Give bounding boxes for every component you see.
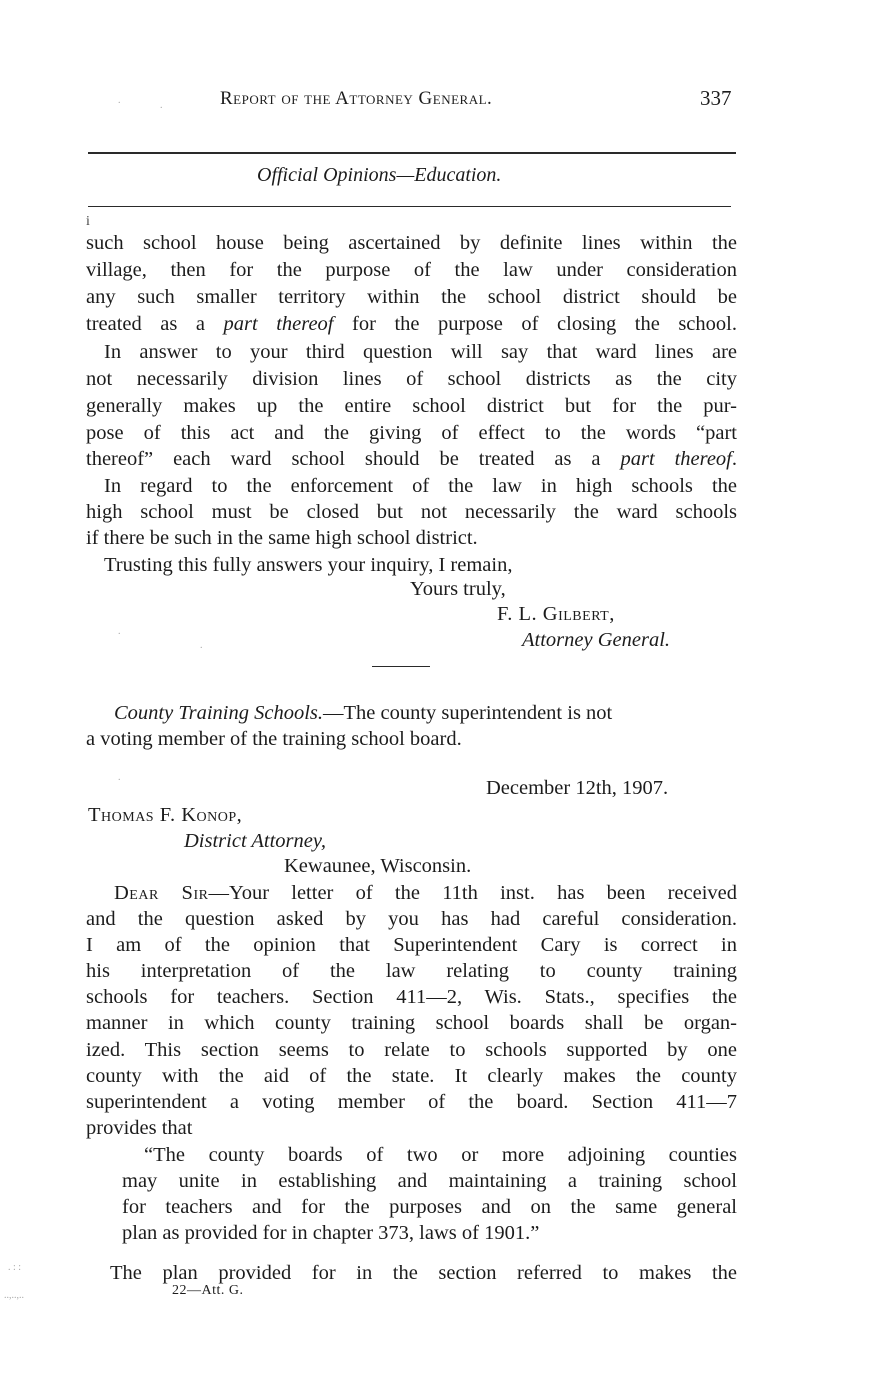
header-rule-bottom: [88, 206, 731, 207]
scan-speck: .: [160, 100, 163, 111]
scan-speck: .: [118, 626, 121, 637]
text-line: manner in which county training school boards shall be organ-: [86, 1012, 737, 1034]
section-heading: Official Opinions—Education.: [257, 164, 502, 186]
scan-speck: .: [118, 95, 121, 106]
text-line: provides that: [86, 1117, 193, 1139]
text-line: such school house being ascertained by definite lines within the: [86, 232, 737, 254]
text-line: Dear Sir—Your letter of the 11th inst. has been received: [114, 882, 737, 904]
text-line: Trusting this fully answers your inquiry, I remain,: [104, 554, 513, 576]
signer-name: F. L. Gilbert,: [497, 603, 615, 625]
addressee-title: District Attorney,: [184, 830, 326, 852]
text-line: treated as a part thereof for the purpose of closing the school.: [86, 313, 737, 335]
text-line: not necessarily division lines of school districts as the city: [86, 368, 737, 390]
text-line: In regard to the enforcement of the law in high schools the: [104, 475, 737, 497]
page-number: 337: [700, 86, 732, 110]
section-divider: [372, 666, 430, 667]
headnote-line: County Training Schools.—The county superintendent is not: [114, 702, 613, 724]
quote-line: plan as provided for in chapter 373, laws of 1901.”: [122, 1222, 540, 1244]
signature-mark: 22—Att. G.: [172, 1283, 244, 1298]
text-line: high school must be closed but not necessarily the ward schools: [86, 501, 737, 523]
headnote-title: County Training Schools.: [114, 702, 324, 724]
letter-date: December 12th, 1907.: [486, 777, 669, 799]
quote-line: for teachers and for the purposes and on the same general: [122, 1196, 737, 1218]
salutation: Dear Sir: [114, 882, 209, 904]
margin-mark: i: [86, 214, 90, 229]
closing: Yours truly,: [410, 578, 506, 600]
text-line: his interpretation of the law relating to county training: [86, 960, 737, 982]
text-line: superintendent a voting member of the board. Section 411—7: [86, 1091, 737, 1113]
scan-speck: .: [200, 640, 203, 651]
text-line: generally makes up the entire school district but for the pur-: [86, 395, 737, 417]
text-line: The plan provided for in the section referred to makes the: [110, 1262, 737, 1284]
text-line: village, then for the purpose of the law under consideration: [86, 259, 737, 281]
text-line: thereof” each ward school should be treated as a part thereof.: [86, 448, 737, 470]
text-line: ized. This section seems to relate to schools supported by one: [86, 1039, 737, 1061]
scan-speck: .: [118, 772, 121, 783]
header-rule-top: [88, 152, 736, 154]
running-header: Report of the Attorney General.: [220, 88, 493, 109]
headnote-line: a voting member of the training school board.: [86, 728, 462, 750]
text-line: pose of this act and the giving of effect to the words “part: [86, 422, 737, 444]
text-line: In answer to your third question will say that ward lines are: [104, 341, 737, 363]
addressee-name: Thomas F. Konop,: [88, 804, 243, 826]
text-line: county with the aid of the state. It clearly makes the county: [86, 1065, 737, 1087]
text-line: schools for teachers. Section 411—2, Wis. Stats., specifies the: [86, 986, 737, 1008]
text-line: if there be such in the same high school district.: [86, 527, 478, 549]
text-line: and the question asked by you has had careful consideration.: [86, 908, 737, 930]
scan-speck: . : :: [8, 1262, 22, 1273]
addressee-place: Kewaunee, Wisconsin.: [284, 855, 472, 877]
text-line: I am of the opinion that Superintendent Cary is correct in: [86, 934, 737, 956]
text-line: any such smaller territory within the school district should be: [86, 286, 737, 308]
quote-line: “The county boards of two or more adjoining counties: [144, 1144, 737, 1166]
signer-title: Attorney General.: [522, 629, 671, 651]
scan-speck: ..,..,..: [4, 1290, 24, 1301]
quote-line: may unite in establishing and maintaining a training school: [122, 1170, 737, 1192]
